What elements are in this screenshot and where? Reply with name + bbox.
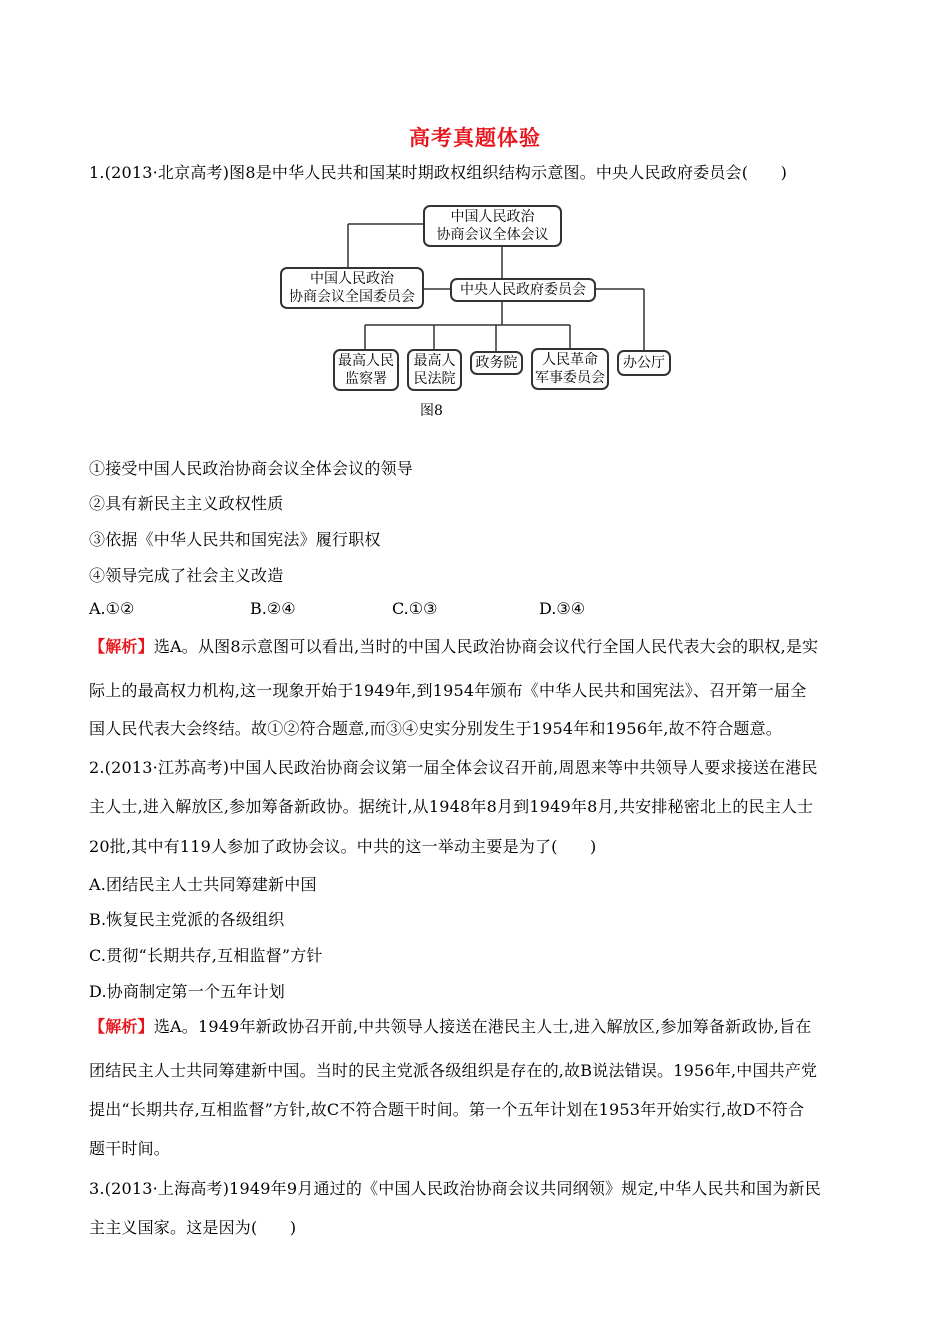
box-line: 人民革命	[542, 352, 598, 368]
box-line: 政务院	[475, 355, 518, 371]
analysis-text: 选A。1949年新政协召开前,中共领导人接送在港民主人士,进入解放区,参加筹备新政协,旨在	[153, 1017, 812, 1036]
box-general-office	[617, 350, 671, 376]
q1-analysis-line-1	[89, 634, 818, 657]
q1-item-4: ④领导完成了社会主义改造	[89, 566, 284, 585]
box-line: 最高人	[413, 353, 456, 369]
q2-stem-line-3: 20批,其中有119人参加了政协会议。中共的这一举动主要是为了( )	[89, 837, 597, 856]
box-line: 中央人民政府委员会	[460, 282, 586, 298]
q1-option-a: A.①②	[89, 599, 135, 618]
q1-analysis-line-2: 际上的最高权力机构,这一现象开始于1949年,到1954年颁布《中华人民共和国宪法》、召开第一届全	[89, 681, 807, 700]
box-supreme-court	[407, 349, 462, 391]
q2-analysis-line-4: 题干时间。	[89, 1139, 171, 1158]
q3-stem-line-1: 3.(2013·上海高考)1949年9月通过的《中国人民政治协商会议共同纲领》规定,中华人民共和国为新民	[89, 1179, 821, 1198]
q2-analysis-line-2: 团结民主人士共同筹建新中国。当时的民主党派各级组织是存在的,故B说法错误。1956年,中国共产党	[89, 1061, 818, 1080]
q2-analysis-line-3: 提出“长期共存,互相监督”方针,故C不符合题干时间。第一个五年计划在1953年开始实行,故D不符合	[89, 1100, 805, 1119]
analysis-tag: 【解析】	[89, 637, 154, 656]
box-cppcc-plenary	[423, 205, 562, 247]
analysis-tag: 【解析】	[89, 1017, 154, 1036]
q1-item-2: ②具有新民主主义政权性质	[89, 494, 284, 513]
q3-stem-line-2: 主主义国家。这是因为( )	[89, 1218, 297, 1237]
q2-analysis-line-1	[89, 1014, 811, 1037]
box-military-commission	[531, 348, 609, 390]
q2-option-c: C.贯彻“长期共存,互相监督”方针	[89, 946, 323, 965]
q1-stem: 1.(2013·北京高考)图8是中华人民共和国某时期政权组织结构示意图。中央人民政府委员会( )	[89, 163, 788, 182]
q1-item-3: ③依据《中华人民共和国宪法》履行职权	[89, 530, 381, 549]
q1-option-d: D.③④	[539, 599, 586, 618]
box-supreme-procuratorate	[333, 349, 399, 391]
box-line: 监察署	[345, 371, 387, 387]
box-line: 办公厅	[623, 355, 665, 371]
box-line: 最高人民	[338, 353, 394, 369]
analysis-text: 选A。从图8示意图可以看出,当时的中国人民政治协商会议代行全国人民代表大会的职权,是实	[153, 637, 819, 656]
box-government-administration-council	[470, 351, 523, 375]
q2-option-d: D.协商制定第一个五年计划	[89, 982, 285, 1001]
box-cppcc-national-committee	[280, 267, 424, 309]
box-line: 中国人民政治	[450, 209, 535, 225]
figure-caption: 图8	[420, 403, 443, 419]
box-line: 军事委员会	[535, 370, 605, 386]
box-line: 协商会议全体会议	[436, 227, 549, 243]
box-line: 中国人民政治	[310, 271, 394, 287]
q2-stem-line-1: 2.(2013·江苏高考)中国人民政治协商会议第一届全体会议召开前,周恩来等中共领导人要求接送在港民	[89, 758, 818, 777]
box-line: 民法院	[413, 371, 456, 387]
q2-stem-line-2: 主人士,进入解放区,参加筹备新政协。据统计,从1948年8月到1949年8月,共安排秘密北上的民主人士	[89, 797, 814, 816]
q1-option-c: C.①③	[392, 599, 438, 618]
q1-item-1: ①接受中国人民政治协商会议全体会议的领导	[89, 459, 414, 478]
box-central-government-council	[450, 278, 596, 302]
q2-option-b: B.恢复民主党派的各级组织	[89, 910, 285, 929]
q1-option-b: B.②④	[250, 599, 296, 618]
q2-option-a: A.团结民主人士共同筹建新中国	[89, 875, 317, 894]
page-title: 高考真题体验	[409, 126, 541, 150]
box-line: 协商会议全国委员会	[289, 289, 415, 305]
q1-analysis-line-3: 国人民代表大会终结。故①②符合题意,而③④史实分别发生于1954年和1956年,故不符合题意。	[89, 719, 783, 738]
